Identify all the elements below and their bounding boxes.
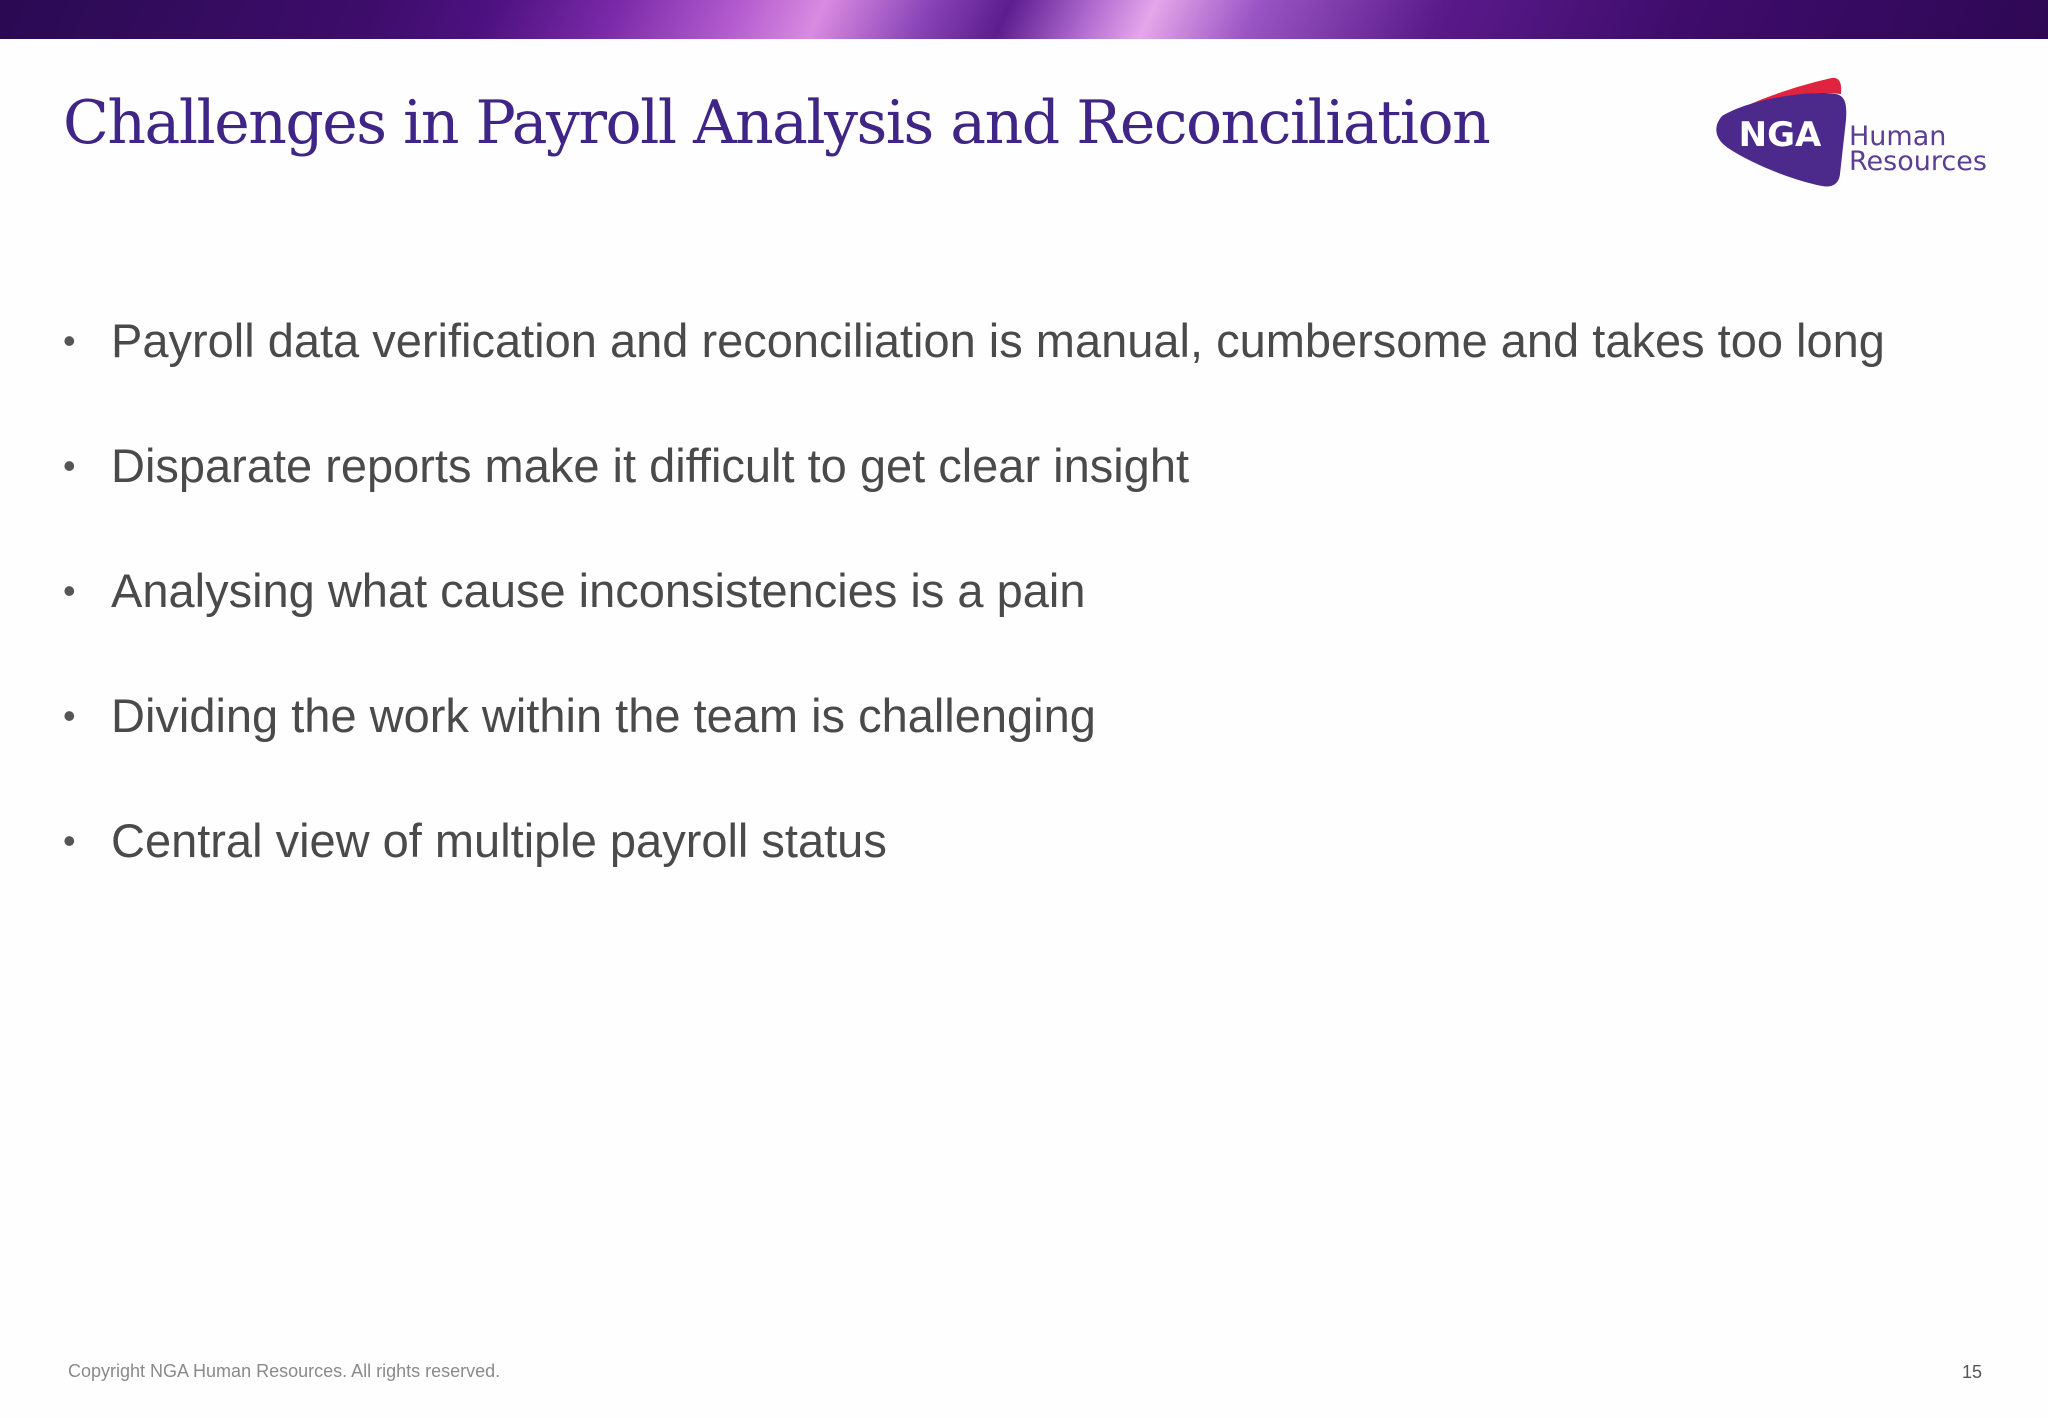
- page-number: 15: [1961, 1362, 1982, 1382]
- bullet-text: Central view of multiple payroll status: [111, 814, 887, 867]
- bullet-text: Payroll data verification and reconciliation is manual, cumbersome and takes too long: [111, 314, 1885, 367]
- logo-mark-text: NGA: [1738, 115, 1822, 155]
- top-banner: [0, 0, 2048, 39]
- slide-title: Challenges in Payroll Analysis and Reconciliation: [63, 88, 1490, 158]
- bullet-text: Dividing the work within the team is challenging: [111, 689, 1096, 742]
- bullet-text: Disparate reports make it difficult to get clear insight: [111, 439, 1190, 492]
- bullet-icon: •: [63, 820, 76, 861]
- bullet-text: Analysing what cause inconsistencies is a pain: [111, 564, 1086, 617]
- bullet-icon: •: [63, 445, 76, 486]
- copyright-footer: Copyright NGA Human Resources. All rights reserved.: [68, 1361, 501, 1381]
- logo-line-1: Human: [1849, 121, 1947, 152]
- logo-wordmark: [1849, 121, 1987, 177]
- bullet-icon: •: [63, 695, 76, 736]
- logo-line-2: Resources: [1849, 146, 1987, 177]
- bullet-icon: •: [63, 320, 76, 361]
- bullet-icon: •: [63, 570, 76, 611]
